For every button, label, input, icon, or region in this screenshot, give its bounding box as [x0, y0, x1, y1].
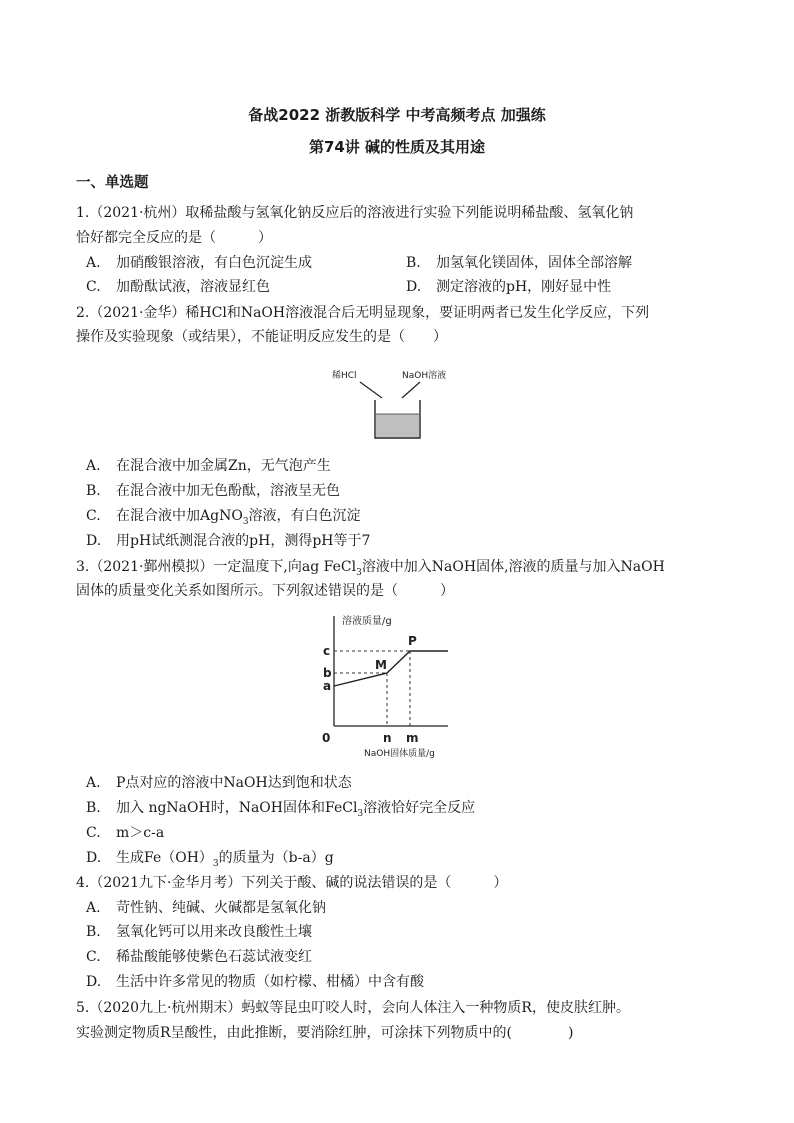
y-tick-label-c: c — [323, 644, 331, 658]
q4-option-d: D. 生活中许多常见的物质（如柠檬、柑橘）中含有酸 — [86, 974, 424, 990]
q3-option-d: D. 生成$Fe(OH)_3$的质量为（b-a）g — [86, 850, 334, 869]
beaker-liquid — [376, 414, 419, 437]
y-tick-label-b: b — [323, 666, 332, 680]
q2-option-a: A. 在混合液中加金属Zn，无气泡产生 — [86, 458, 331, 474]
q1-option-b: B. 加氢氧化镁固体，固体全部溶解 — [406, 255, 632, 271]
dropper-right — [402, 382, 420, 398]
q1-option-a: A. 加硝酸银溶液，有白色沉淀生成 — [86, 255, 312, 271]
q3-option-a: A. P点对应的溶液中NaOH达到饱和状态 — [86, 775, 352, 791]
point-label-P: P — [408, 634, 417, 648]
q1-stem-line2: 恰好都完全反应的是（ ） — [76, 230, 272, 246]
q1-option-d: D. 测定溶液的pH，刚好显中性 — [406, 279, 612, 295]
q3-stem-line2: 固体的质量变化关系如图所示。下列叙述错误的是（ ） — [76, 583, 454, 599]
q3-option-c: C. m＞c-a — [86, 825, 165, 841]
x-axis-label: NaOH固体质量/g — [364, 749, 435, 759]
q5-stem-line1: 5.（2020九上·杭州期末）蚂蚁等昆虫叮咬人时，会向人体注入一种物质R，使皮肤红肿。 — [76, 1000, 630, 1016]
solution-mass-chart — [312, 608, 462, 760]
beaker-label-hcl: 稀HCl — [332, 371, 357, 381]
y-axis-label: 溶液质量/g — [342, 616, 392, 627]
x-tick-label-n: n — [383, 731, 392, 745]
section-heading: 一、单选题 — [76, 175, 149, 191]
q2-stem-line2: 操作及实验现象（或结果），不能证明反应发生的是（ ） — [76, 329, 447, 345]
q1-option-c: C. 加酚酞试液，溶液显红色 — [86, 279, 270, 295]
series-line — [334, 651, 448, 686]
q2-stem-line1: 2.（2021·金华）稀HCl和NaOH溶液混合后无明显现象，要证明两者已发生化学反应，下列 — [76, 305, 650, 321]
document-title: 备战2022 浙教版科学 中考高频考点 加强练 — [248, 106, 546, 124]
x-tick-label-0: 0 — [322, 731, 331, 745]
q2-option-c: C. 在混合液中加AgNO$_3$溶液，有白色沉淀 — [86, 508, 361, 527]
x-tick-label-m: m — [406, 731, 419, 745]
y-tick-label-a: a — [323, 679, 332, 693]
dropper-left — [360, 382, 382, 398]
q2-option-d: D. 用pH试纸测混合液的pH，测得pH等于7 — [86, 533, 371, 549]
q3-option-b: B. 加入 ngNaOH时，NaOH固体和FeCl$_3$溶液恰好完全反应 — [86, 800, 476, 819]
q5-stem-line2: 实验测定物质R呈酸性，由此推断，要消除红肿，可涂抹下列物质中的( ) — [76, 1025, 574, 1041]
q4-stem-line1: 4.（2021九下·金华月考）下列关于酸、碱的说法错误的是（ ） — [76, 875, 508, 891]
q4-option-c: C. 稀盐酸能够使紫色石蕊试液变红 — [86, 949, 312, 965]
q4-option-a: A. 苛性钠、纯碱、火碱都是氢氧化钠 — [86, 900, 326, 916]
point-label-M: M — [375, 658, 387, 672]
beaker-figure — [330, 366, 460, 444]
q1-stem-line1: 1.（2021·杭州）取稀盐酸与氢氧化钠反应后的溶液进行实验下列能说明稀盐酸、氢氧化钠 — [76, 205, 634, 221]
q3-stem-line1: 3.（2021·鄞州模拟）一定温度下,向ag FeCl$_3$溶液中加入NaOH固体,溶液的质量与加入NaOH — [76, 559, 665, 578]
q4-option-b: B. 氢氧化钙可以用来改良酸性土壤 — [86, 924, 312, 940]
beaker-label-naoh: NaOH溶液 — [402, 371, 447, 381]
q2-option-b: B. 在混合液中加无色酚酞，溶液呈无色 — [86, 483, 340, 499]
lesson-title: 第74讲 碱的性质及其用途 — [308, 138, 486, 156]
